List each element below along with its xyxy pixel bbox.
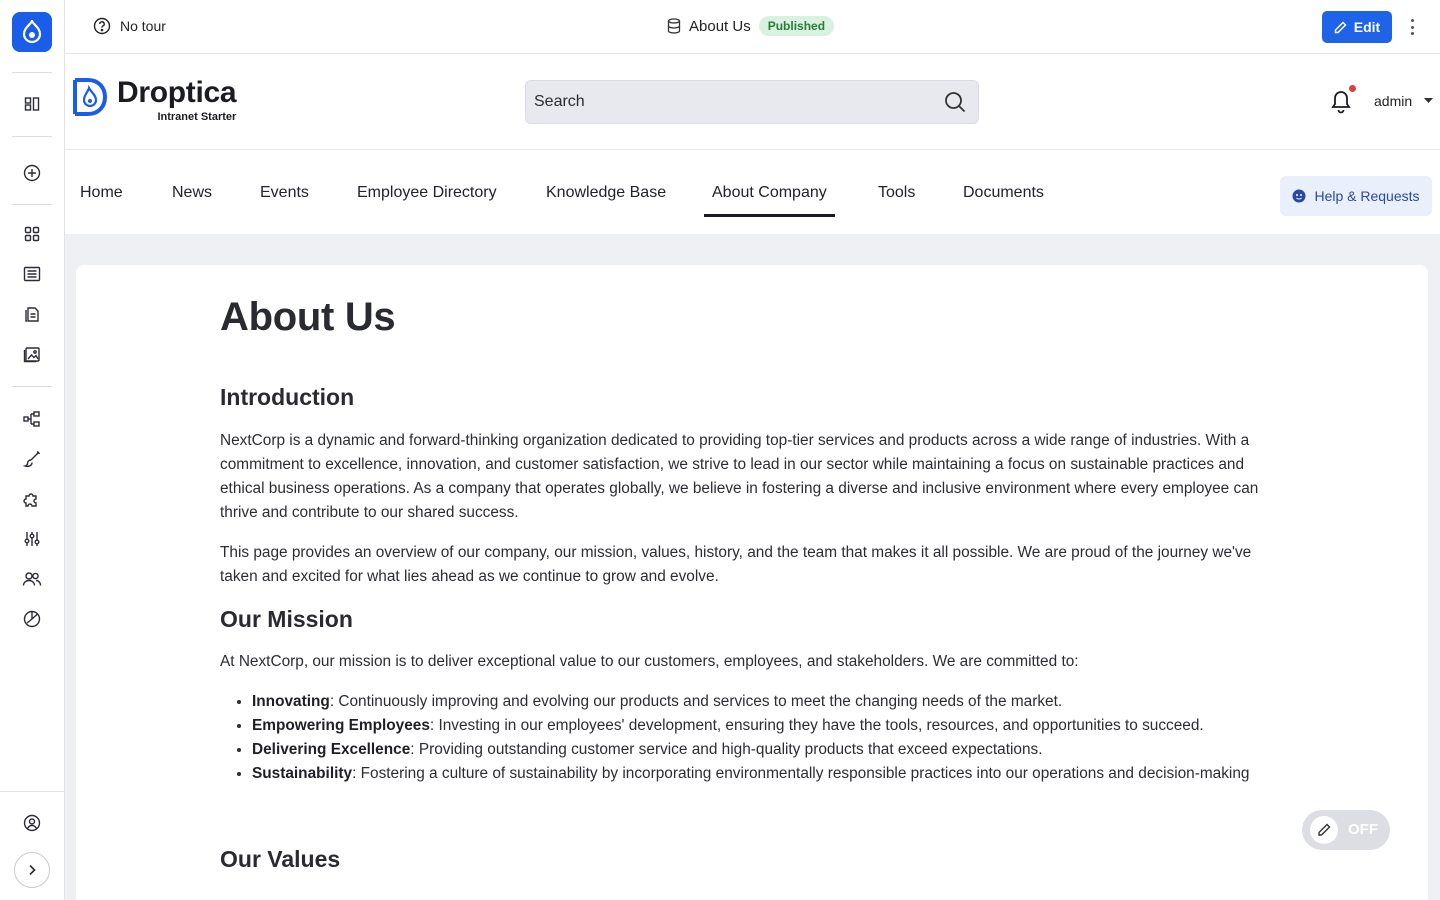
- notifications-button[interactable]: [1329, 88, 1353, 119]
- list-item: • Innovating: Continuously improving and evolving our products and services to meet the changing needs of the market.: [252, 690, 1265, 714]
- sidebar-footer-divider: [0, 791, 65, 792]
- bell-icon: [1329, 88, 1353, 114]
- nav-item-tools[interactable]: Tools: [878, 184, 916, 201]
- nav-item-home[interactable]: Home: [80, 184, 123, 201]
- configuration-sliders-icon[interactable]: [16, 523, 48, 555]
- toggle-label: OFF: [1348, 821, 1378, 838]
- sidebar-divider: [12, 204, 52, 205]
- status-badge: Published: [759, 16, 834, 36]
- user-menu[interactable]: [1374, 93, 1433, 109]
- mission-list: [252, 690, 1265, 786]
- pencil-icon: [1317, 823, 1331, 837]
- nav-item-knowledge-base[interactable]: Knowledge Base: [546, 184, 667, 201]
- pencil-icon: [1334, 21, 1347, 34]
- list-item: • Empowering Employees: Investing in our employees' development, ensuring they have the tools, resources, and opportunities to succeed.: [252, 714, 1265, 738]
- drupal-logo-icon[interactable]: [12, 12, 52, 52]
- people-icon[interactable]: [16, 563, 48, 595]
- chevron-right-icon: [27, 864, 37, 876]
- search-input[interactable]: [526, 81, 926, 123]
- sidebar-divider: [12, 136, 52, 137]
- brand-subtitle: Intranet Starter: [157, 111, 237, 123]
- sidebar-workspace-icon[interactable]: [16, 88, 48, 120]
- nav-item-about-company[interactable]: About Company: [712, 184, 827, 201]
- edit-mode-toggle[interactable]: [1302, 810, 1390, 850]
- search-icon[interactable]: [944, 91, 966, 113]
- admin-sidebar: [0, 0, 65, 900]
- add-content-icon[interactable]: [16, 157, 48, 189]
- user-name: admin: [1374, 93, 1413, 109]
- page-status: [667, 16, 834, 36]
- extend-puzzle-icon[interactable]: [16, 483, 48, 515]
- appearance-brush-icon[interactable]: [16, 443, 48, 475]
- structure-icon[interactable]: [16, 403, 48, 435]
- mission-paragraph: At NextCorp, our mission is to deliver exceptional value to our customers, employees, and stakeholders. We are committed to:: [220, 653, 1079, 670]
- expand-sidebar-button[interactable]: [14, 852, 50, 888]
- sidebar-divider: [12, 386, 52, 387]
- search-box: [525, 80, 979, 124]
- list-item: • Sustainability: Fostering a culture of sustainability by incorporating environmentally responsible practices into our operations and decision-making: [252, 762, 1265, 786]
- intro-paragraph-1: NextCorp is a dynamic and forward-thinking organization dedicated to providing top-tier services and products across a wide range of industries. With a commitment to excellence, innovation, and customer satisfaction, we strive to lead in our sector while maintaining a focus on sustainable practices and ethical business operations. As a company that operates globally, we believe in fostering a diverse and inclusive environment where every employee can thrive and contribute to our shared success.: [220, 432, 1259, 521]
- help-requests-button[interactable]: [1280, 176, 1432, 216]
- droptica-logo-icon: [71, 76, 109, 118]
- intro-heading: Introduction: [220, 384, 355, 410]
- admin-toolbar: [65, 0, 1440, 54]
- help-label: Help & Requests: [1314, 188, 1420, 204]
- article: [220, 295, 1265, 873]
- nav-item-employee-directory[interactable]: Employee Directory: [357, 184, 497, 201]
- page-title-label: About Us: [689, 17, 751, 35]
- user-account-icon[interactable]: [16, 807, 48, 839]
- reports-chart-icon[interactable]: [16, 603, 48, 635]
- site-logo[interactable]: [71, 76, 236, 123]
- edit-label: Edit: [1353, 19, 1381, 35]
- nav-item-news[interactable]: News: [172, 184, 213, 201]
- list-item: • Delivering Excellence: Providing outstanding customer service and high-quality products that exceed expectations.: [252, 738, 1265, 762]
- brand-name: Droptica: [117, 76, 237, 109]
- notification-dot: [1349, 85, 1356, 92]
- database-icon: [667, 18, 681, 34]
- files-icon[interactable]: [16, 298, 48, 330]
- caret-down-icon: [1424, 98, 1433, 104]
- support-icon: [1292, 189, 1306, 203]
- more-options-icon[interactable]: [1404, 17, 1420, 37]
- page-title: About Us: [220, 295, 396, 339]
- dashboard-icon[interactable]: [16, 218, 48, 250]
- edit-button[interactable]: [1322, 11, 1392, 43]
- media-icon[interactable]: [16, 338, 48, 370]
- tour-button[interactable]: [93, 17, 166, 35]
- nav-item-events[interactable]: Events: [260, 184, 309, 201]
- mission-heading: Our Mission: [220, 606, 353, 632]
- sidebar-divider: [12, 72, 52, 73]
- toggle-knob: [1310, 816, 1338, 844]
- intro-paragraph-2: This page provides an overview of our company, our mission, values, history, and the team that makes it all possible. We are proud of the journey we've taken and excited for what lies ahead as we continue to grow and evolve.: [220, 544, 1252, 585]
- content-list-icon[interactable]: [16, 258, 48, 290]
- main-navigation: [65, 150, 1440, 234]
- nav-item-documents[interactable]: Documents: [963, 184, 1044, 201]
- site-header: [65, 54, 1440, 150]
- values-heading: Our Values: [220, 846, 341, 872]
- content-card: [76, 265, 1428, 900]
- tour-label: No tour: [120, 18, 166, 34]
- help-circle-icon: [93, 17, 111, 35]
